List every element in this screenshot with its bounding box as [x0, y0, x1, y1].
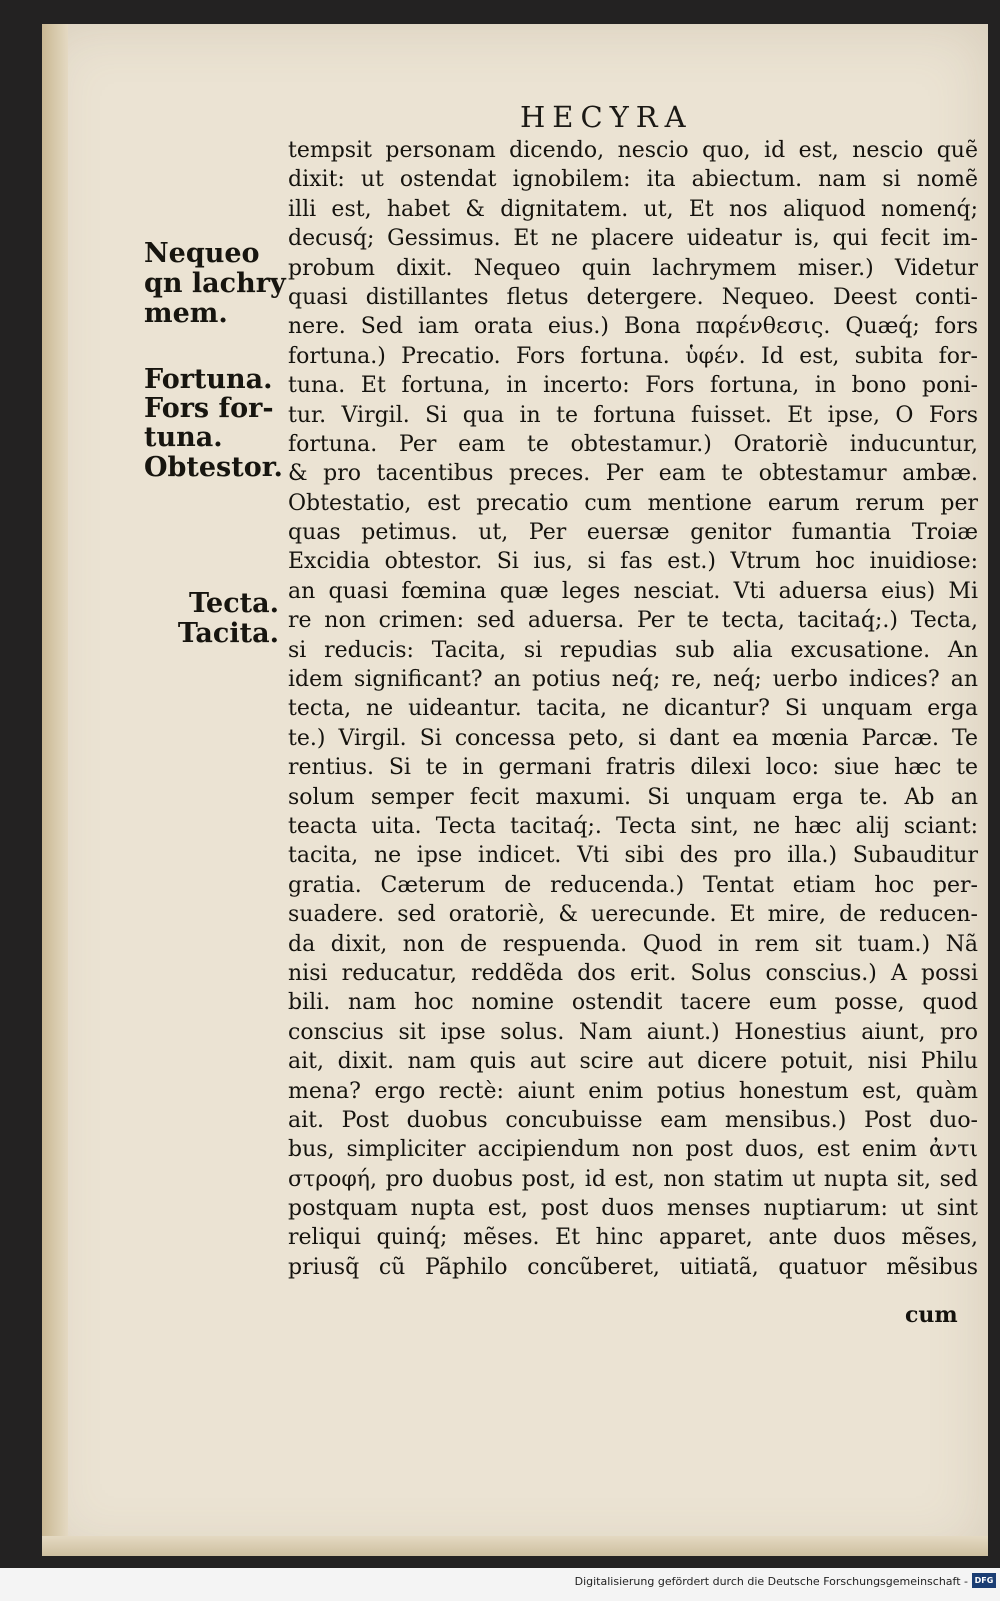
text-line: dixit: ut ostendat ignobilem: ita abiectum. nam si nomẽ	[288, 167, 978, 193]
text-line: teacta uita. Tecta tacitaq́;. Tecta sint, ne hæc alij sciant:	[288, 813, 978, 839]
footer-bar	[0, 1568, 1000, 1601]
margin-note: Obtestor.	[144, 452, 283, 483]
text-line: solum semper fecit maxumi. Si unquam erga te. Ab an	[288, 784, 978, 810]
text-line: στροφή, pro duobus post, id est, non statim ut nupta sit, sed	[288, 1166, 978, 1192]
text-line: illi est, habet & dignitatem. ut, Et nos aliquod nomenq́;	[288, 196, 978, 222]
body-text	[288, 136, 978, 1282]
margin-note: Fors for-	[144, 393, 274, 424]
text-line: fortuna.) Precatio. Fors fortuna. ὑφέν. Id est, subita for-	[288, 343, 978, 369]
text-line: an quasi fœmina quæ leges nesciat. Vti aduersa eius) Mi	[288, 578, 978, 604]
margin-note: Fortuna.	[144, 364, 273, 395]
text-line: gratia. Cæterum de reducenda.) Tentat etiam hoc per-	[288, 872, 978, 898]
dfg-logo: DFG	[972, 1573, 996, 1588]
funding-notice: Digitalisierung gefördert durch die Deutsche Forschungsgemeinschaft -	[574, 1575, 968, 1588]
text-line: tur. Virgil. Si qua in te fortuna fuisset. Et ipse, O Fors	[288, 402, 978, 428]
text-line: reliqui quinq́; mẽses. Et hinc apparet, ante duos mẽses,	[288, 1225, 978, 1251]
text-line: tuna. Et fortuna, in incerto: Fors fortuna, in bono poni-	[288, 373, 978, 399]
text-line: nere. Sed iam orata eius.) Bona παρένθεσις. Quæq́; fors	[288, 314, 978, 340]
text-line: fortuna. Per eam te obtestamur.) Oratoriè inducuntur,	[288, 431, 978, 457]
text-line: Obtestatio, est precatio cum mentione earum rerum per	[288, 490, 978, 516]
text-line: suadere. sed oratoriè, & uerecunde. Et mire, de reducen-	[288, 902, 978, 928]
text-line: priusq̃ cũ Pãphilo concũberet, uitiatã, quatuor mẽsibus	[288, 1254, 978, 1280]
text-line: re non crimen: sed aduersa. Per te tecta, tacitaq́;.) Tecta,	[288, 608, 978, 634]
text-line: si reducis: Tacita, si repudias sub alia excusatione. An	[288, 637, 978, 663]
text-line: quasi distillantes fletus detergere. Nequeo. Deest conti-	[288, 284, 978, 310]
page-bottom-edge	[42, 1536, 988, 1556]
text-line: probum dixit. Nequeo quin lachrymem miser.) Videtur	[288, 255, 978, 281]
text-line: ait, dixit. nam quis aut scire aut dicere potuit, nisi Philu	[288, 1049, 978, 1075]
text-line: te.) Virgil. Si concessa peto, si dant ea mœnia Parcæ. Te	[288, 725, 978, 751]
text-line: tempsit personam dicendo, nescio quo, id est, nescio quẽ	[288, 138, 978, 163]
text-line: idem significant? an potius neq́; re, neq́; uerbo indices? an	[288, 667, 978, 693]
page-gutter	[42, 24, 68, 1556]
margin-note: Tacita.	[177, 618, 279, 649]
text-line: conscius sit ipse solus. Nam aiunt.) Honestius aiunt, pro	[288, 1019, 978, 1045]
margin-notes	[144, 238, 286, 680]
text-line: tecta, ne uideantur. tacita, ne dicantur? Si unquam erga	[288, 696, 978, 722]
text-line: quas petimus. ut, Per euersæ genitor fumantia Troiæ	[288, 520, 978, 546]
text-line: tacita, ne ipse indicet. Vti sibi des pro illa.) Subauditur	[288, 843, 978, 869]
text-line: & pro tacentibus preces. Per eam te obtestamur ambæ.	[288, 461, 978, 487]
text-line: da dixit, non de respuenda. Quod in rem sit tuam.) Nã	[288, 931, 978, 957]
text-line: rentius. Si te in germani fratris dilexi loco: siue hæc te	[288, 755, 978, 781]
margin-note: qn lachry	[144, 268, 286, 299]
text-line: nisi reducatur, reddẽda dos erit. Solus conscius.) A possi	[288, 960, 978, 986]
margin-note: mem.	[144, 298, 228, 329]
text-line: postquam nupta est, post duos menses nuptiarum: ut sint	[288, 1196, 978, 1222]
margin-note: Tecta.	[189, 588, 279, 619]
text-line: bili. nam hoc nomine ostendit tacere eum posse, quod	[288, 990, 978, 1016]
text-line: bus, simpliciter accipiendum non post duos, est enim ἀντι	[288, 1137, 978, 1163]
text-line: ait. Post duobus concubuisse eam mensibus.) Post duo-	[288, 1107, 978, 1133]
running-head: HECYRA	[520, 100, 693, 134]
text-line: Excidia obtestor. Si ius, si fas est.) Vtrum hoc inuidiose:	[288, 549, 978, 575]
text-line: mena? ergo rectè: aiunt enim potius honestum est, quàm	[288, 1078, 978, 1104]
margin-note: tuna.	[144, 422, 223, 453]
text-line: decusq́; Gessimus. Et ne placere uideatur is, qui fecit im-	[288, 226, 978, 252]
catchword: cum	[905, 1302, 958, 1328]
margin-note: Nequeo	[144, 238, 260, 269]
